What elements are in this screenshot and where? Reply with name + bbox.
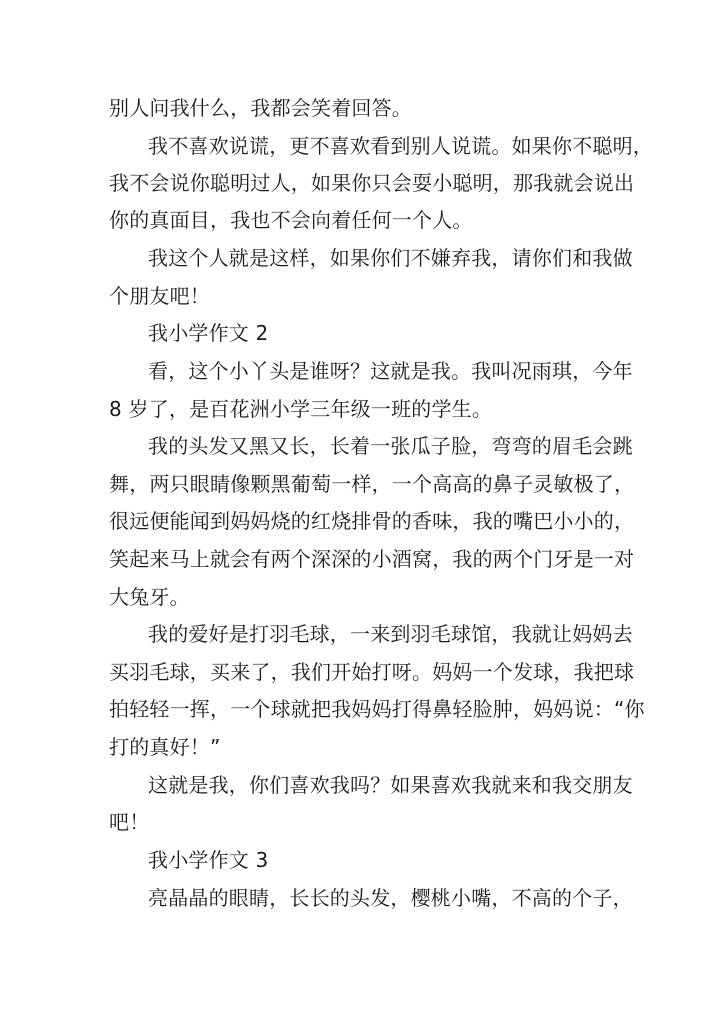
paragraph-line: 亮晶晶的眼睛，长长的头发，樱桃小嘴，不高的个子， — [148, 886, 633, 910]
paragraph-line: 我不喜欢说谎，更不喜欢看到别人说谎。如果你不聪明， — [148, 134, 653, 158]
section-heading: 我小学作文 2 — [148, 321, 269, 345]
paragraph-line: 买羽毛球，买来了，我们开始打呀。妈妈一个发球，我把球 — [109, 660, 635, 684]
paragraph-line: 我这个人就是这样，如果你们不嫌弃我，请你们和我做 — [148, 246, 633, 270]
paragraph-line: 你的真面目，我也不会向着任何一个人。 — [109, 208, 473, 232]
paragraph-line: 吧！ — [109, 810, 150, 834]
paragraph-line: 笑起来马上就会有两个深深的小酒窝，我的两个门牙是一对 — [109, 547, 635, 571]
paragraph-line: 这就是我，你们喜欢我吗？如果喜欢我就来和我交朋友 — [148, 773, 633, 797]
paragraph-line: 8 岁了，是百花洲小学三年级一班的学生。 — [109, 397, 493, 421]
paragraph-line: 很远便能闻到妈妈烧的红烧排骨的香味，我的嘴巴小小的， — [109, 509, 635, 533]
paragraph-line: 舞，两只眼睛像颗黑葡萄一样，一个高高的鼻子灵敏极了， — [109, 472, 635, 496]
paragraph-line: 我的头发又黑又长，长着一张瓜子脸，弯弯的眉毛会跳 — [148, 434, 633, 458]
paragraph-line: 我的爱好是打羽毛球，一来到羽毛球馆，我就让妈妈去 — [148, 622, 633, 646]
paragraph-line: 看，这个小丫头是谁呀？这就是我。我叫况雨琪，今年 — [148, 359, 633, 383]
paragraph-line: 打的真好！” — [109, 735, 221, 759]
paragraph-line: 大兔牙。 — [109, 585, 190, 609]
paragraph-line: 拍轻轻一挥，一个球就把我妈妈打得鼻轻脸肿，妈妈说：“你 — [109, 697, 645, 721]
paragraph-line: 我不会说你聪明过人，如果你只会耍小聪明，那我就会说出 — [109, 171, 635, 195]
paragraph-line: 个朋友吧！ — [109, 284, 210, 308]
section-heading: 我小学作文 3 — [148, 848, 269, 872]
paragraph-line: 别人问我什么，我都会笑着回答。 — [109, 96, 412, 120]
